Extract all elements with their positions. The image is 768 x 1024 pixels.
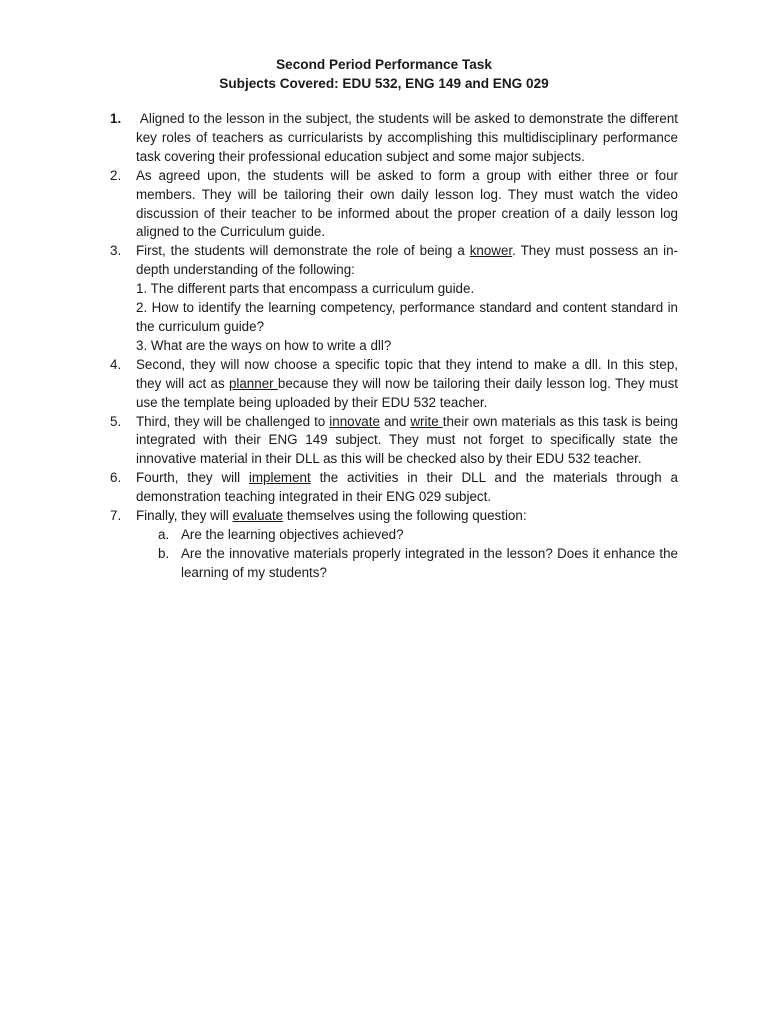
item-text-pre: First, the students will demonstrate the role of being a (136, 243, 470, 259)
list-item-4 (110, 356, 678, 413)
item-keyword: evaluate (232, 508, 284, 524)
item-text: Aligned to the lesson in the subject, the students will be asked to demonstrate the different key roles of teachers as curricularists by accomplishing this multidisciplinary performance task covering their professional education subject and some major subjects. (136, 111, 678, 164)
item-number: 3. (110, 243, 122, 259)
list-item-7 (110, 507, 678, 526)
item-text: As agreed upon, the students will be asked to form a group with either three or four members. They will be tailoring their own daily lesson log. They must watch the video discussion of their teacher to be informed about the proper creation of a daily lesson log aligned to the Curriculum guide. (136, 167, 678, 240)
item-number: 6. (110, 470, 122, 486)
sub-item-text: Are the learning objectives achieved? (181, 526, 404, 542)
item-text-pre: Finally, they will (136, 508, 233, 524)
item-keyword: implement (248, 470, 311, 486)
item-number: 5. (110, 413, 122, 429)
sub-item-text: Are the innovative materials properly integrated in the lesson? Does it enhance the learning of my students? (181, 545, 678, 580)
task-list (110, 110, 678, 583)
document-title: Second Period Performance Task (276, 57, 492, 72)
item-keyword: planner (228, 375, 278, 391)
sub-point-1: 1. The different parts that encompass a curriculum guide. (136, 281, 475, 297)
item-keyword-2: write (410, 413, 443, 429)
sub-item-a (110, 526, 678, 545)
item-keyword: innovate (329, 413, 380, 429)
document-subtitle: Subjects Covered: EDU 532, ENG 149 and ENG 029 (219, 76, 549, 91)
sub-point-3: 3. What are the ways on how to write a dll? (136, 337, 392, 353)
list-item-6 (110, 469, 678, 507)
list-item-3 (110, 242, 678, 355)
item-number: 1. (110, 111, 122, 126)
sub-item-letter: b. (158, 545, 170, 561)
list-item-5 (110, 413, 678, 470)
document-header (0, 55, 768, 93)
item-text-post: because they will now be tailoring their daily lesson log. They must use the template being uploaded by their EDU 532 teacher. (136, 375, 678, 410)
item-text-pre: Second, they will now choose a specific topic that they intend to make a dll. In this step, they will act as (136, 356, 678, 391)
sub-item-letter: a. (158, 526, 170, 542)
item-text-post: the activities in their DLL and the materials through a demonstration teaching integrated in their ENG 029 subject. (136, 470, 678, 505)
item-text-post: . They must possess an in-depth understanding of the following: (136, 243, 679, 278)
item-keyword: knower (469, 243, 513, 259)
item-text-pre: Third, they will be challenged to (136, 413, 330, 429)
item-text-pre: Fourth, they will (136, 470, 249, 486)
item-number: 7. (110, 508, 122, 524)
sub-item-b (110, 545, 678, 583)
item-number: 4. (110, 356, 122, 372)
item-text (136, 242, 678, 280)
item-text-post: their own materials as this task is being integrated with their ENG 149 subject. They must not forget to specifically state the innovative material in their DLL as this will be checked also by their EDU 532 teacher. (136, 413, 678, 467)
item-text-mid: and (379, 413, 411, 429)
list-item-1 (110, 110, 678, 167)
sub-point-2: 2. How to identify the learning competency, performance standard and content standard in the curriculum guide? (136, 300, 678, 334)
list-item-2 (110, 167, 678, 243)
item-text-post: themselves using the following question: (283, 508, 527, 524)
item-number: 2. (110, 167, 122, 183)
